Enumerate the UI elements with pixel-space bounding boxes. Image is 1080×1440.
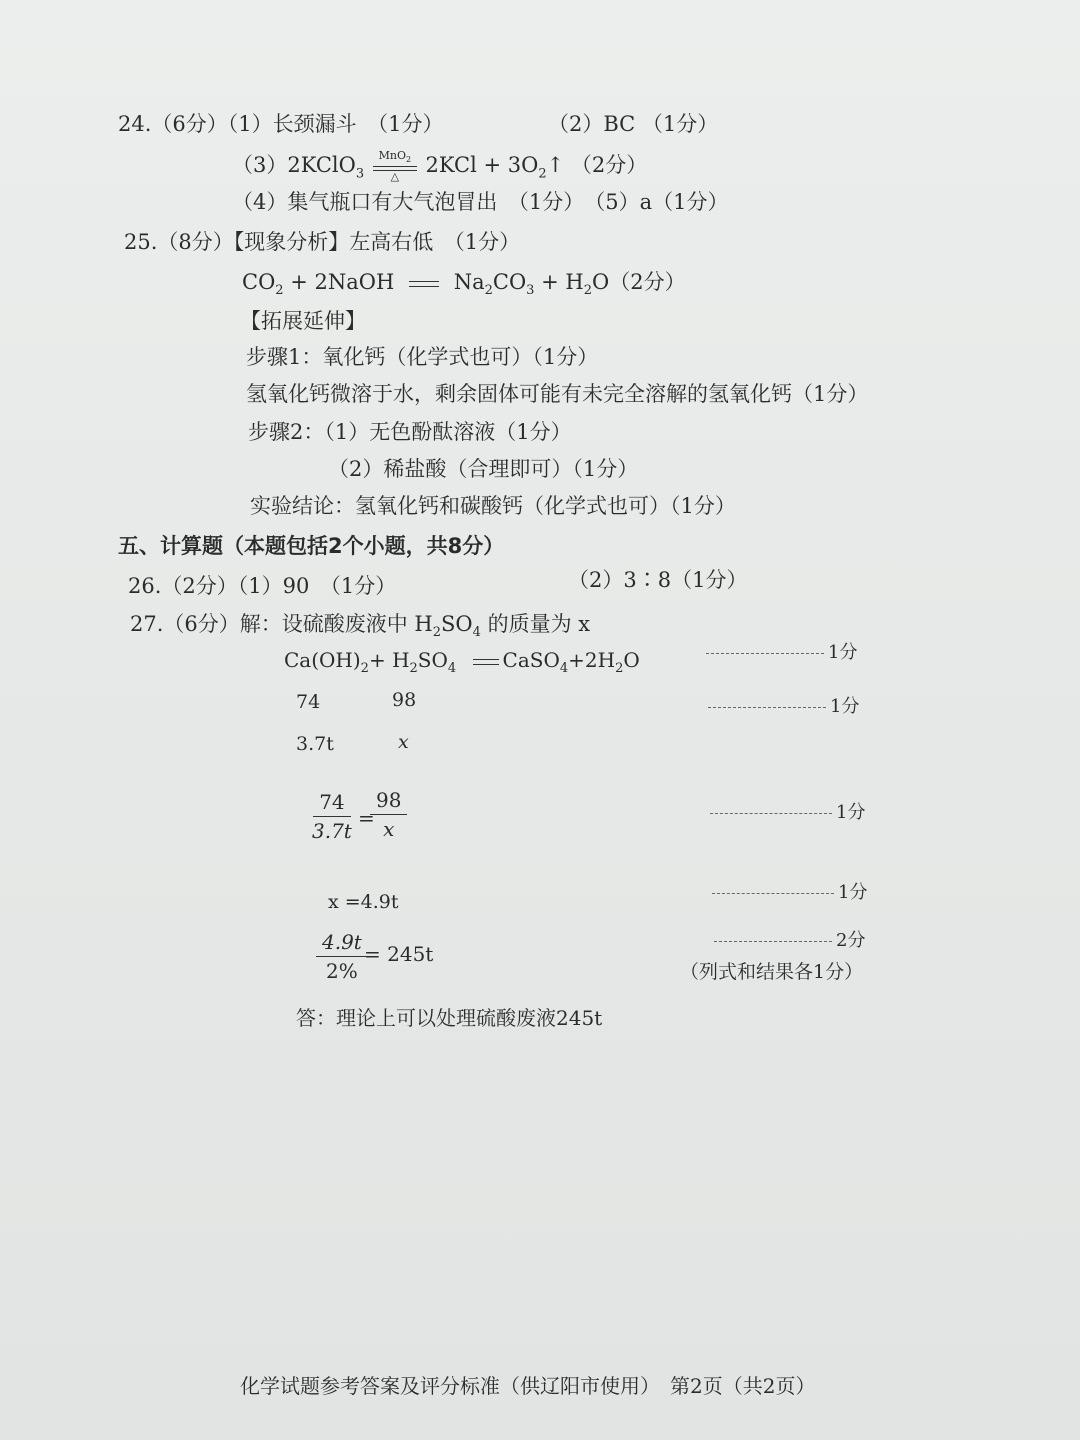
q25-extension-heading: 【拓展延伸】 [240, 309, 366, 333]
page-footer: 化学试题参考答案及评分标准（供辽阳市使用） 第2页（共2页） [240, 1374, 816, 1398]
result-x: x =4.9t [328, 891, 399, 913]
q24-line3: （4）集气瓶口有大气泡冒出 （1分） （5）a（1分） [232, 190, 729, 214]
q25-line1: 25.（8分）【现象分析】左高右低 （1分） [124, 230, 521, 254]
waste-mass-result: = 245t [364, 942, 434, 966]
mass-caoh2: 3.7t [296, 733, 334, 755]
q24-line2-equation: （3）2KClO$_3$ MnO$_2$ △ $2KCl + 3O_2↑$ （2分） [232, 149, 648, 184]
q27-answer: 答：理论上可以处理硫酸废液245t [296, 1006, 603, 1030]
score-line-2: 1分 [708, 692, 859, 718]
equals-sign [409, 281, 439, 287]
q27-intro: 27.（6分）解：设硫酸废液中 $H_2SO_4$ 的质量为 x [130, 612, 591, 641]
q25-step2: 步骤2：（1）无色酚酞溶液（1分） [248, 420, 572, 444]
proportion-left-fraction: $\frac{74}{3.7t}$ [312, 790, 352, 843]
q25-step2-part2: （2）稀盐酸（合理即可）（1分） [328, 457, 639, 481]
q25-step1-reason: 氢氧化钙微溶于水，剩余固体可能有未完全溶解的氢氧化钙（1分） [246, 382, 869, 406]
q26-part2: （2）3∶8（1分） [568, 568, 748, 592]
equals-sign [473, 659, 499, 665]
score-note: （列式和结果各1分） [680, 961, 864, 983]
q26-part1: 26.（2分）（1）90 （1分） [128, 574, 397, 598]
proportion-right-fraction: $\frac{98}{x}$ [370, 788, 407, 841]
score-line-3: 1分 [710, 798, 865, 824]
molar-mass-caoh2: 74 [296, 691, 321, 713]
molar-mass-h2so4: 98 [392, 689, 417, 711]
catalyst-condition: MnO$_2$ △ [373, 150, 417, 183]
q25-equation: $CO_2$ + 2NaOH $Na_2CO_3 + H_2O(2$分） [242, 270, 686, 299]
q27-equation: $Ca(OH)_2+ H_2SO_4$ $CaSO_4+2H_2O$ [284, 648, 640, 676]
waste-mass-fraction: $\frac{4.9t}{2\%}$ [316, 930, 368, 983]
mass-h2so4-unknown: x [398, 731, 409, 753]
score-line-4: 1分 [712, 878, 867, 904]
q24-line1-part2: （2）BC （1分） [548, 112, 719, 136]
q25-step1: 步骤1：氧化钙（化学式也可）（1分） [246, 345, 599, 369]
score-line-1: 1分 [706, 638, 857, 664]
score-line-5: 2分 [714, 926, 865, 952]
q25-conclusion: 实验结论：氢氧化钙和碳酸钙（化学式也可）（1分） [250, 494, 736, 518]
proportion-equals: = [358, 806, 375, 830]
q24-line1: 24.（6分）（1）长颈漏斗 （1分） [118, 112, 444, 136]
section-5-heading: 五、计算题（本题包括2个小题，共8分） [118, 534, 505, 558]
